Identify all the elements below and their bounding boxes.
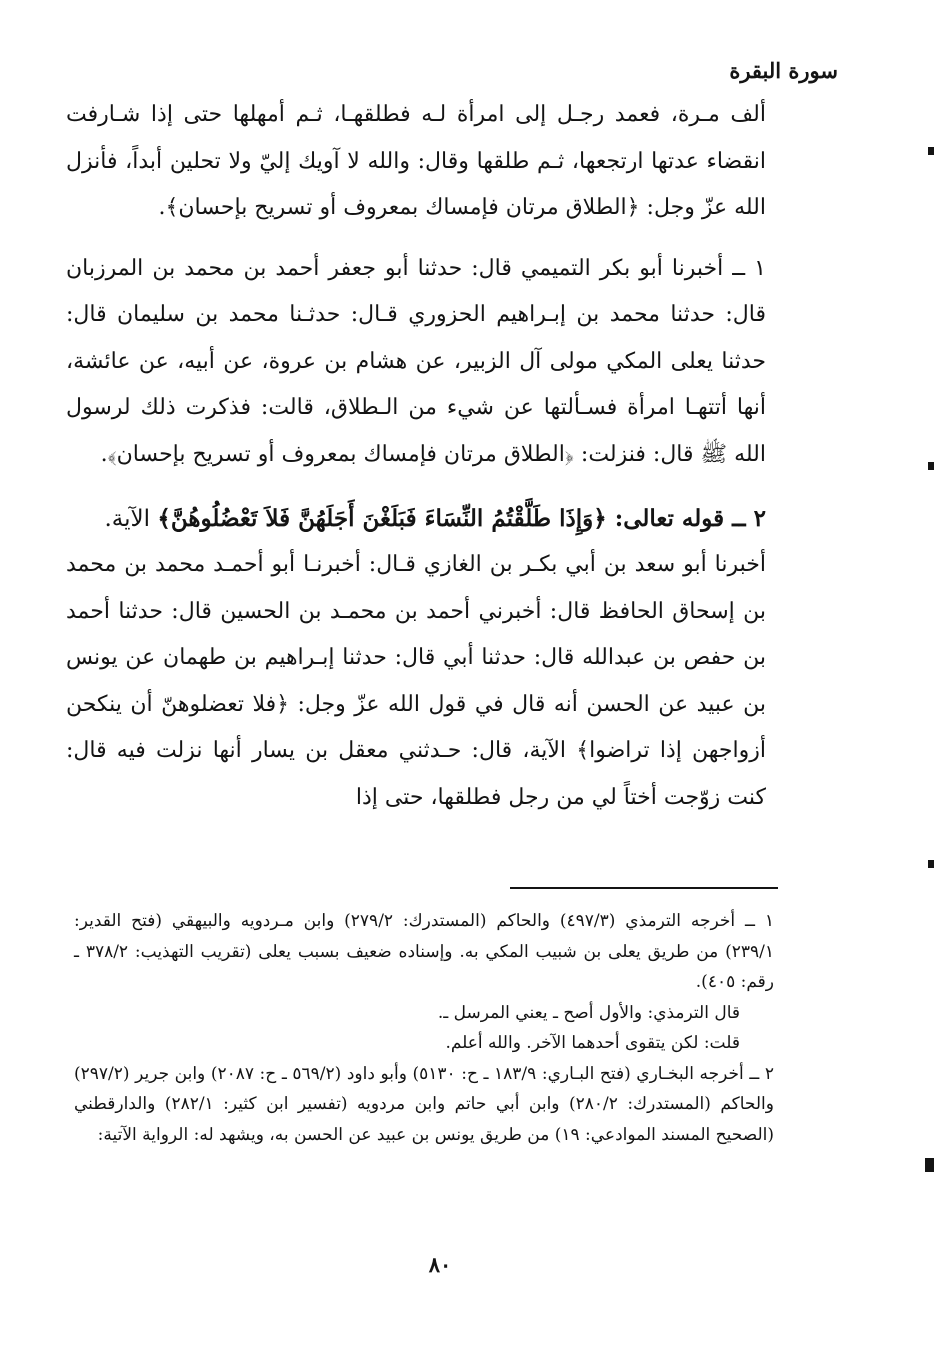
main-text-block bbox=[66, 92, 766, 821]
margin-mark bbox=[928, 147, 934, 155]
margin-mark bbox=[925, 1158, 934, 1172]
verse-heading-prefix: ٢ ــ قوله تعالى: bbox=[606, 505, 766, 532]
intro-paragraph: ألف مـرة، فعمد رجـل إلى امرأة لـه فطلقهـا، ثـم أمهلها حتى إذا شـارفت انقضاء عدتها ارتجعها، ثـم طلقها وقال: والله لا آويك إليّ ولا تحلين أبداً، فأنزل الله عزّ وجل: ﴿الطلاق مرتان فإمساك بمعروف أو تسريح بإحسان﴾. bbox=[66, 102, 766, 220]
margin-mark bbox=[928, 860, 934, 868]
footnote-1-note-b: قلت: لكن يتقوى أحدهما الآخر. والله أعلم. bbox=[445, 1033, 740, 1053]
footnote-1-note-a: قال الترمذي: والأول أصح ـ يعني المرسل ـ. bbox=[437, 1002, 740, 1023]
hadith-1-paragraph: ١ ــ أخبرنا أبو بكر التميمي قال: حدثنا أبو جعفر أحمد بن محمد بن المرزبان قال: حدثنا محمد بن إبـراهيم الحزوري قـال: حدثـنا محمد بن سليمان قال: حدثنا يعلى المكي مولى آل الزبير، عن هشام بن عروة، عن أبيه، عن عائشة، أنها أتتهـا امرأة فسـألتها عن شيء من الـطلاق، قالت: فذكرت ذلك لرسول الله ﷺ قال: فنزلت: ﴿الطلاق مرتان فإمساك بمعروف أو تسريح بإحسان﴾. bbox=[66, 255, 766, 467]
footnote-divider bbox=[510, 887, 778, 889]
footnote-1: ١ ــ أخرجه الترمذي (٤٩٧/٣) والحاكم (المستدرك: ٢٧٩/٢) وابن مـردويه والبيهقي (فتح القدير: ٢٣٩/١) من طريق يعلى بن شبيب المكي به. وإسناده ضعيف بسبب يعلى (تقريب التهذيب: ٣٧٨/٢ ـ رقم: ٤٠٥). bbox=[74, 911, 774, 992]
footnote-2: ٢ ــ أخرجه البخـاري (فتح البـاري: ١٨٣/٩ ـ ح: ٥١٣٠) وأبو داود (٥٦٩/٢ ـ ح: ٢٠٨٧) وابن جرير (٢٩٧/٢) والحاكم (المستدرك: ٢٨٠/٢) وابن أبي حاتم وابن مردويه (تفسير ابن كثير: ٢٨٢/١) والدارقطني (الصحيح المسند الموادعي: ١٩) من طريق يونس بن عبيد عن الحسن به، ويشهد له: الرواية الآتية: bbox=[74, 1063, 774, 1145]
footnotes-block bbox=[74, 906, 774, 1150]
running-header-surah-title: سورة البقرة bbox=[729, 58, 838, 83]
verse-heading-2 bbox=[66, 496, 766, 542]
hadith-2-paragraph: أخبرنا أبو سعد بن أبي بكـر بن الغازي قـال: أخبرنـا أبو أحمـد محمد بن محمد بن إسحاق الحافظ قال: أخبرني أحمد بن محمـد بن الحسين قال: حدثنا أحمد بن حفص بن عبدالله قال: حدثنا أبي قال: حدثنا إبـراهيم بن طهمان عن يونس بن عبيد عن الحسن أنه قال في قول الله عزّ وجل: ﴿فلا تعضلوهنّ أن ينكحن أزواجهن إذا تراضوا﴾ الآية، قال: حـدثني معقل بن يسار أنها نزلت فيه قال: كنت زوّجت أختاً لي من رجل فطلقها، حتى إذا bbox=[66, 552, 766, 810]
verse-heading-suffix: الآية. bbox=[104, 506, 158, 532]
page-number: ٨٠ bbox=[428, 1252, 452, 1277]
margin-mark bbox=[928, 462, 934, 470]
quran-verse: ﴿وَإِذَا طَلَّقْتُمُ النِّسَاءَ فَبَلَغْنَ أَجَلَهُنَّ فَلاَ تَعْضُلُوهُنَّ﴾ bbox=[157, 505, 607, 532]
